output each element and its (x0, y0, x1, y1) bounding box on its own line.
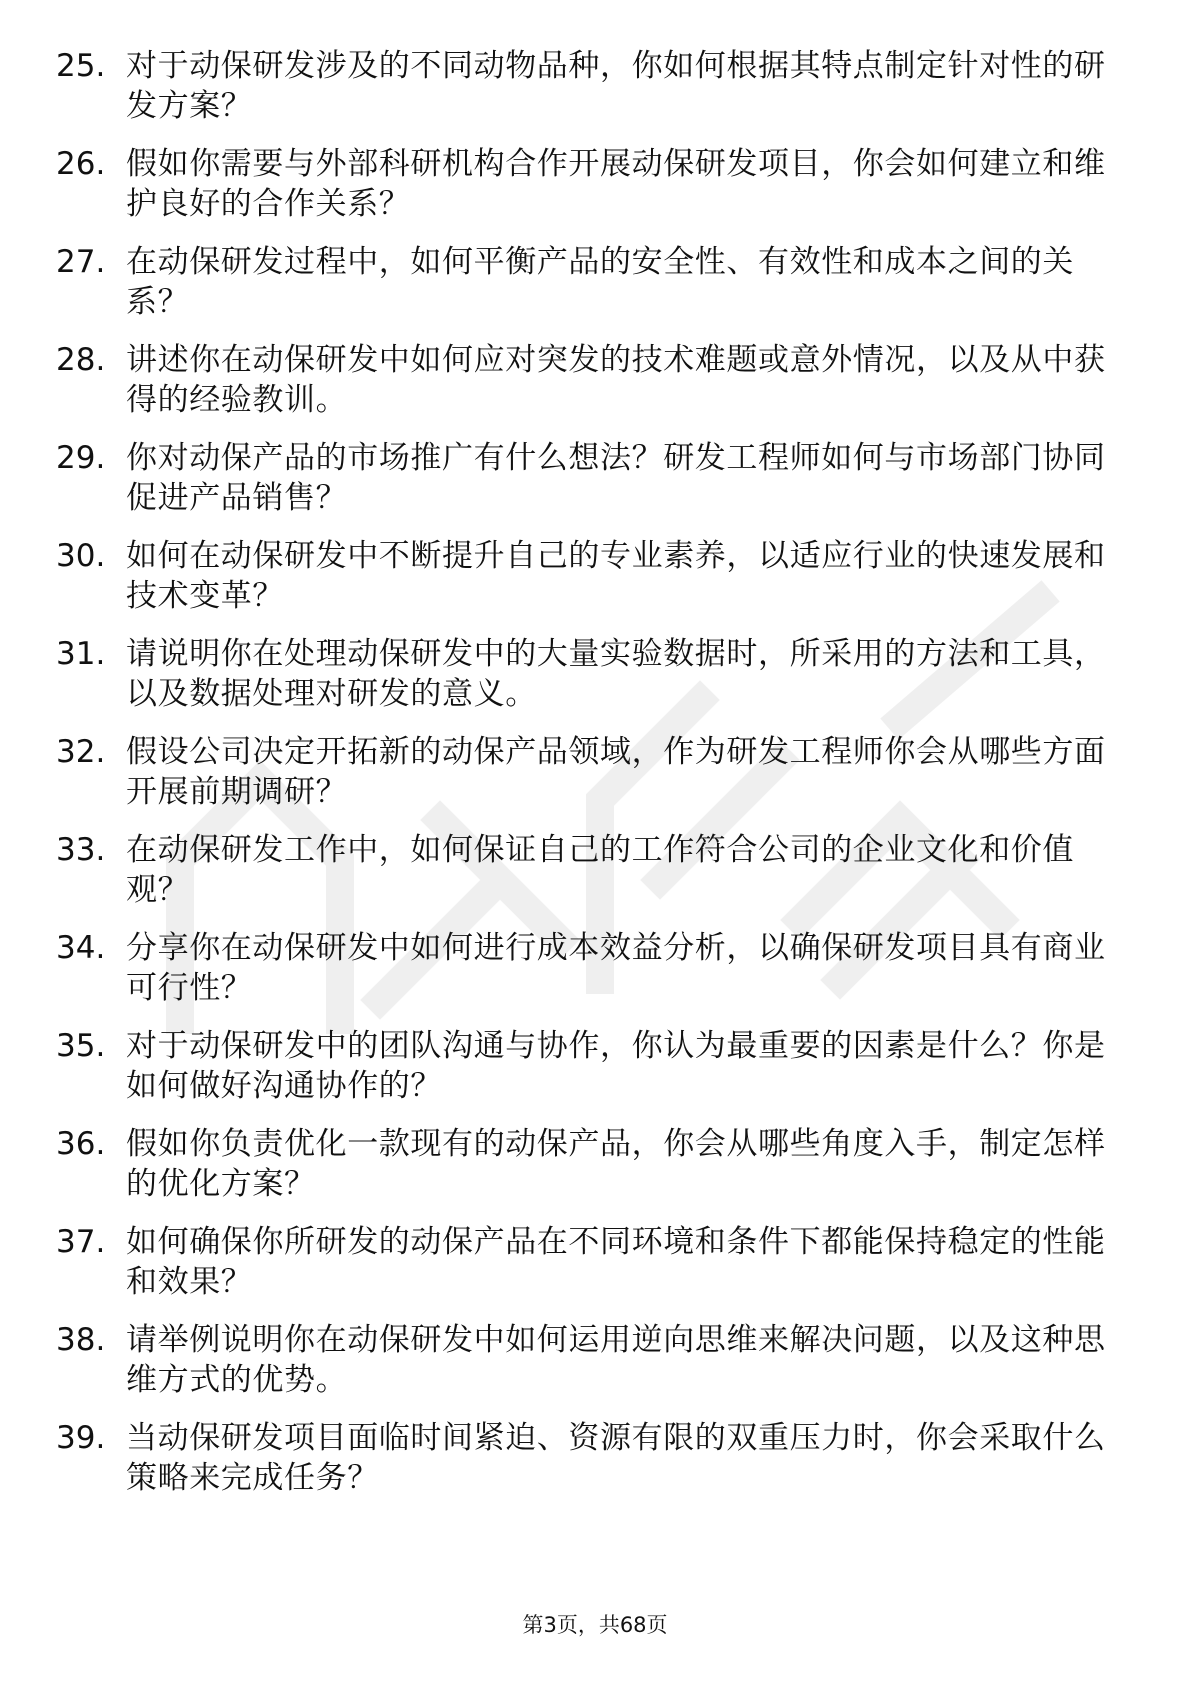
question-item (0, 536, 1190, 634)
question-number: 37. (56, 1224, 106, 1260)
question-text: 分享你在动保研发中如何进行成本效益分析，以确保研发项目具有商业可行性？ (126, 930, 1106, 1006)
question-number: 28. (56, 342, 106, 378)
question-number: 34. (56, 930, 106, 966)
question-text: 讲述你在动保研发中如何应对突发的技术难题或意外情况，以及从中获得的经验教训。 (126, 342, 1106, 418)
question-number: 38. (56, 1322, 106, 1358)
question-item (0, 1418, 1190, 1516)
question-item (0, 242, 1190, 340)
question-text: 请说明你在处理动保研发中的大量实验数据时，所采用的方法和工具，以及数据处理对研发的意义。 (126, 636, 1106, 712)
question-number: 31. (56, 636, 106, 672)
question-text: 如何确保你所研发的动保产品在不同环境和条件下都能保持稳定的性能和效果？ (126, 1224, 1106, 1300)
question-text: 在动保研发工作中，如何保证自己的工作符合公司的企业文化和价值观？ (126, 832, 1074, 908)
question-number: 27. (56, 244, 106, 280)
question-number: 30. (56, 538, 106, 574)
question-text: 请举例说明你在动保研发中如何运用逆向思维来解决问题，以及这种思维方式的优势。 (126, 1322, 1106, 1398)
question-number: 25. (56, 48, 106, 84)
question-number: 36. (56, 1126, 106, 1162)
question-number: 26. (56, 146, 106, 182)
question-item (0, 732, 1190, 830)
question-item (0, 144, 1190, 242)
question-item (0, 46, 1190, 144)
question-item (0, 1320, 1190, 1418)
question-text: 假如你需要与外部科研机构合作开展动保研发项目，你会如何建立和维护良好的合作关系？ (126, 146, 1106, 222)
question-number: 35. (56, 1028, 106, 1064)
question-text: 如何在动保研发中不断提升自己的专业素养，以适应行业的快速发展和技术变革？ (126, 538, 1106, 614)
question-number: 32. (56, 734, 106, 770)
question-item (0, 1026, 1190, 1124)
question-text: 当动保研发项目面临时间紧迫、资源有限的双重压力时，你会采取什么策略来完成任务？ (126, 1420, 1106, 1496)
question-item (0, 830, 1190, 928)
question-text: 对于动保研发涉及的不同动物品种，你如何根据其特点制定针对性的研发方案？ (126, 48, 1106, 124)
question-list (0, 46, 1190, 1516)
question-number: 39. (56, 1420, 106, 1456)
question-text: 你对动保产品的市场推广有什么想法？研发工程师如何与市场部门协同促进产品销售？ (126, 440, 1106, 516)
question-number: 29. (56, 440, 106, 476)
question-number: 33. (56, 832, 106, 868)
question-item (0, 1222, 1190, 1320)
question-item (0, 634, 1190, 732)
question-item (0, 1124, 1190, 1222)
page-footer: 第3页，共68页 (522, 1613, 668, 1637)
question-text: 对于动保研发中的团队沟通与协作，你认为最重要的因素是什么？你是如何做好沟通协作的？ (126, 1028, 1106, 1104)
question-text: 在动保研发过程中，如何平衡产品的安全性、有效性和成本之间的关系？ (126, 244, 1074, 320)
question-item (0, 438, 1190, 536)
question-item (0, 340, 1190, 438)
question-text: 假如你负责优化一款现有的动保产品，你会从哪些角度入手，制定怎样的优化方案？ (126, 1126, 1106, 1202)
question-text: 假设公司决定开拓新的动保产品领域，作为研发工程师你会从哪些方面开展前期调研？ (126, 734, 1106, 810)
question-item (0, 928, 1190, 1026)
